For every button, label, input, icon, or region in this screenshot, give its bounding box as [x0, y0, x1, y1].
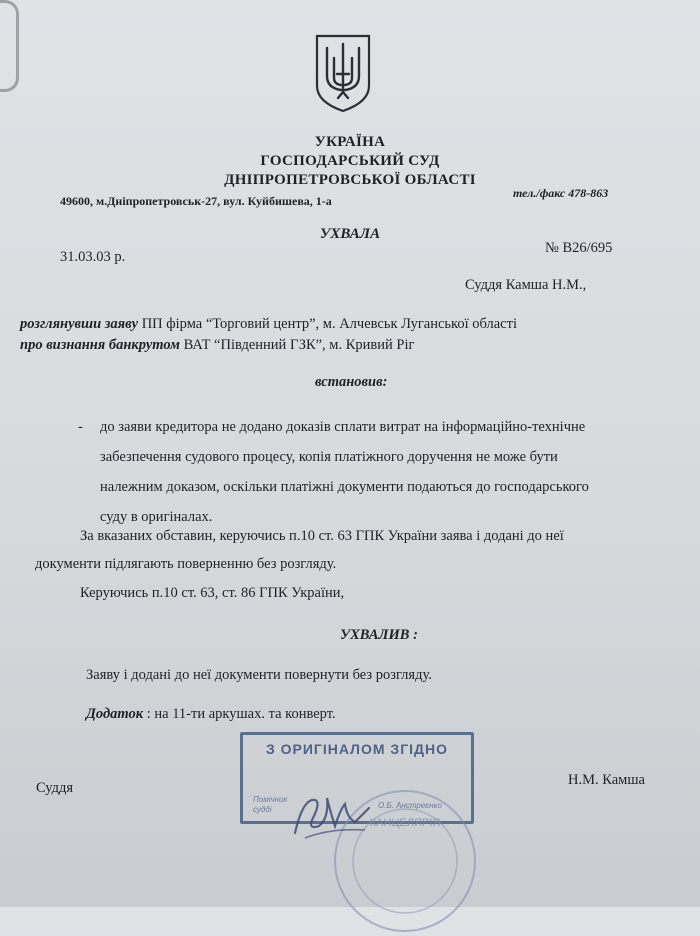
document-date: 31.03.03 р. — [60, 249, 126, 265]
attachment-text: : на 11-ти аркушах. та конверт. — [146, 706, 336, 722]
judge-name: Н.М. Камша — [568, 772, 645, 788]
about-lead: про визнання банкрутом — [20, 337, 180, 353]
stamp-left-caption: Помічник судді — [253, 795, 288, 814]
judge-label: Суддя — [36, 780, 74, 796]
guided-by-line: Керуючись п.10 ст. 63, ст. 86 ГПК України, — [80, 585, 345, 601]
seal-text: КАНЦЕЛЯРІЯ — [369, 817, 441, 829]
consider-text: ПП фірма “Торговий центр”, м. Алчевськ Луганської області — [141, 316, 517, 332]
court-address: 49600, м.Дніпропетровськ-27, вул. Куйбишева, 1-а — [60, 194, 332, 208]
handwritten-signature — [285, 778, 375, 848]
decided-heading: УХВАЛИВ : — [340, 627, 418, 643]
established-heading: встановив: — [315, 374, 388, 390]
bullet-paragraph — [100, 412, 660, 532]
about-line — [20, 337, 414, 354]
bullet-line: належним доказом, оскільки платіжні документи подаються до господарського — [100, 479, 589, 495]
bullet-line: до заяви кредитора не додано доказів сплати витрат на інформаційно-технічне — [100, 419, 586, 435]
trident-coat-of-arms-icon — [313, 32, 373, 114]
document-title: УХВАЛА — [319, 226, 381, 242]
attachment-lead: Додаток — [86, 706, 144, 722]
court-region: ДНІПРОПЕТРОВСЬКОЇ ОБЛАСТІ — [224, 172, 476, 188]
country-name: УКРАЇНА — [314, 134, 386, 150]
bullet-mark: - — [78, 419, 83, 435]
court-header — [0, 133, 700, 190]
judge-line: Суддя Камша Н.М., — [465, 277, 587, 293]
consider-lead: розглянувши заяву — [20, 316, 139, 332]
paper-clip — [0, 0, 19, 92]
bullet-line: забезпечення судового процесу, копія платіжного доручення не може бути — [100, 449, 558, 465]
court-phone: тел./факс 478-863 — [513, 186, 609, 200]
circumstances-line-1: За вказаних обставин, керуючись п.10 ст. 63 ГПК України заява і додані до неї — [80, 528, 564, 544]
court-name: ГОСПОДАРСЬКИЙ СУД — [260, 153, 440, 169]
stamp-right-caption: О.Б. Анстреєнко — [378, 801, 442, 810]
circumstances-line-2: документи підлягають поверненню без розгляду. — [35, 556, 337, 572]
decision-text: Заяву і додані до неї документи повернути без розгляду. — [86, 667, 432, 683]
consider-line — [20, 316, 517, 333]
case-number: № В26/695 — [545, 240, 613, 256]
attachment-line — [86, 706, 336, 723]
about-text: ВАТ “Південний ГЗК”, м. Кривий Ріг — [183, 337, 415, 353]
stamp-title: З ОРИГІНАЛОМ ЗГІДНО — [265, 741, 448, 757]
bullet-line: суду в оригіналах. — [100, 509, 213, 525]
